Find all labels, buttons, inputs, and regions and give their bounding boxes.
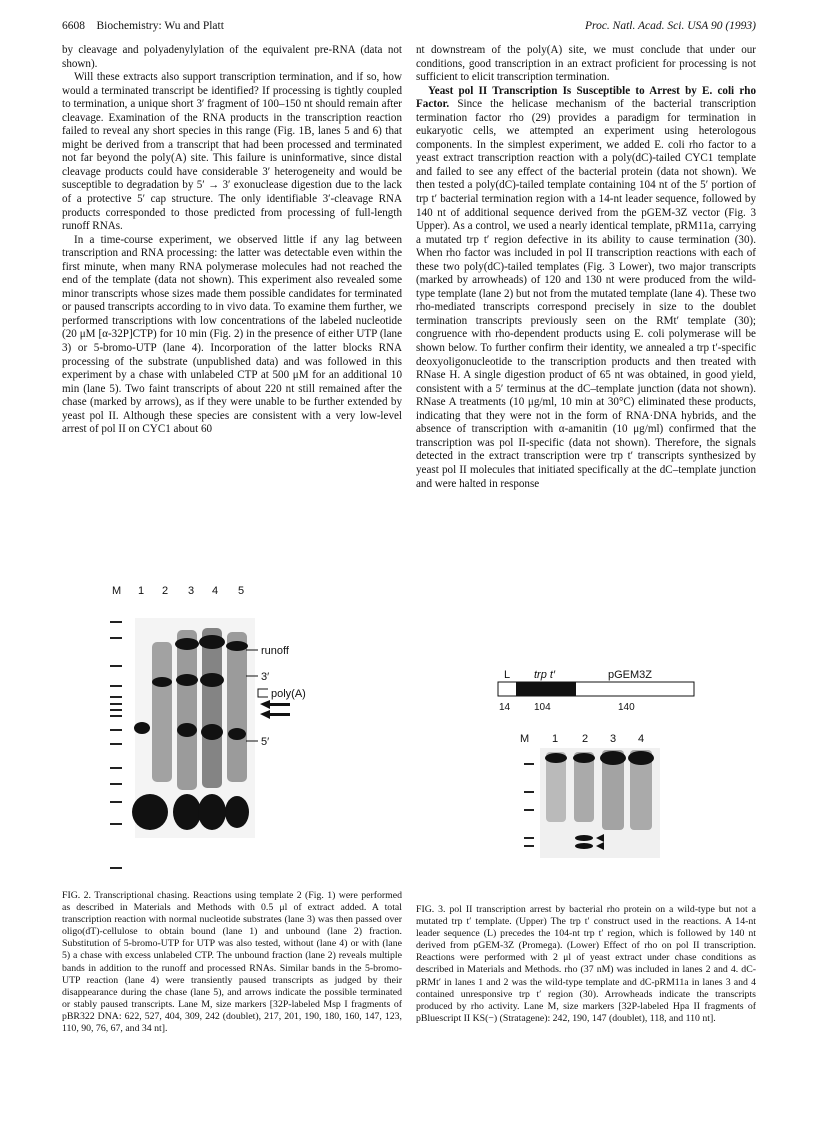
construct-length: 140: [618, 702, 635, 713]
paragraph: by cleavage and polyadenylylation of the equivalent pre-RNA (data not shown).: [62, 44, 402, 70]
lane-label: 4: [638, 733, 645, 745]
construct-length: 14: [499, 702, 511, 713]
lane-label: 1: [552, 733, 559, 745]
vector-label: pGEM3Z: [608, 669, 653, 681]
left-column: [62, 44, 402, 437]
lane-label: 2: [162, 585, 169, 597]
lane-label: 2: [582, 733, 589, 745]
lane-label: 4: [212, 585, 219, 597]
right-column: [416, 44, 756, 491]
lane-label: 3: [610, 733, 617, 745]
leader-label: L: [504, 669, 511, 681]
five-prime-label: 5′: [261, 736, 270, 748]
arrow-icon: [260, 700, 290, 719]
polyA-label: poly(A): [271, 688, 306, 700]
figure-3: [490, 664, 700, 869]
figure-3-caption: FIG. 3. pol II transcription arrest by bacterial rho protein on a wild-type but not a mutated trp t′ template. (Upper) The trp t′ construct used in the reactions. A 14-nt leader sequence (L) precedes the 104-nt trp t′ region, which is followed by 140 nt derived from pGEM-3Z (Promega). (Lower) Effect of rho on pol II transcription. Reactions were performed with 2 μl of yeast extract under chase conditions as described in Materials and Methods. rho (37 nM) was included in lanes 2 and 4. dC-pRMt′ in lanes 1 and 2 was the wild-type template and dC-pRM11a in lanes 3 and 4 contained unresponsive trp t′ region (30). Arrowheads indicate the transcripts produced by rho activity. Lane M, size markers [32P-labeled Hpa II fragments of pBluescript II KS(−) (Stratagene): 242, 190, 147 (doublet), 118, and 110 nt].: [416, 904, 756, 1024]
header-citation: Proc. Natl. Acad. Sci. USA 90 (1993): [585, 20, 756, 32]
paragraph: In a time-course experiment, we observed little if any lag between transcription and RNA processing: the latter was detectable even within the first minute, when many RNA polymerase molecules had not reached the end of the template (data not shown). This experiment also revealed some minor transcripts whose sizes made them possible candidates for terminated or paused transcripts according to in vivo data. To examine them further, we performed transcriptions with low concentrations of the labeled nucleotide (20 μM [α-32P]CTP) for 10 min (Fig. 2) in the presence of either UTP (lane 3) or 5-bromo-UTP (lane 4). Incorporation of the latter blocks RNA processing of the substrate (unpublished data) and was followed in this experiment by a chase with unlabeled CTP at 500 μM for an additional 10 min (lane 5). Two faint transcripts of about 220 nt still remained after the chase (marked by arrows), as if they were unable to be further extended by yeast pol II. Although these species are consistent with a very low-level arrest of pol II on CYC1 about 60: [62, 233, 402, 436]
three-prime-label: 3′: [261, 671, 270, 683]
trp-label: trp t′: [534, 669, 556, 681]
paragraph: nt downstream of the poly(A) site, we must conclude that under our conditions, good transcription in an extract proficient for processing is not sufficient to elicit transcription termination.: [416, 44, 756, 84]
paragraph: Will these extracts also support transcription termination, and if so, how would a terminated transcript be identified? If processing is tightly coupled to termination, a unique short 3′ fragment of 100–150 nt should remain after cleavage. Examination of the RNA products in the transcription reaction failed to reveal any short species in this range (Fig. 1B, lanes 5 and 6) that might be derived from a transcript that had been processed and terminated not far beyond the poly(A) site. This failure is uninformative, since distal cleavage products could have considerable 3′ heterogeneity and would be susceptible to degradation by 5′ → 3′ exonuclease digestion due to the lack of a protective 5′ cap structure. The only identifiable 3′-cleavage RNA products corresponded to those predicted from processing of full-length runoff RNAs.: [62, 71, 402, 233]
marker-bands: [110, 622, 122, 868]
lane-label: 1: [138, 585, 145, 597]
construct-length: 104: [534, 702, 551, 713]
lane-label: M: [112, 585, 122, 597]
marker-bands: [524, 764, 534, 846]
lane-label: 5: [238, 585, 245, 597]
header-left: 6608 Biochemistry: Wu and Platt: [62, 20, 224, 32]
figure-2-gel: [100, 580, 340, 880]
running-header: [62, 20, 756, 36]
section-heading: Yeast pol II Transcription Is Susceptible to Arrest by E. coli rho Factor.: [416, 84, 756, 111]
figure-2-caption: FIG. 2. Transcriptional chasing. Reactions using template 2 (Fig. 1) were performed as described in Materials and Methods with 0.5 μl of extract added. A total transcription reaction with normal nucleotide substrates (lane 3) was then passed over oligo(dT)-cellulose to obtain bound (lane 1) and unbound (lane 2) fraction. Substitution of 5-bromo-UTP for UTP was also tested, without (lane 4) or with (lane 5) a chase with excess unlabeled CTP. The unbound fraction (lane 2) reveals multiple bands in addition to the runoff and processed RNAs. Similar bands in the 5-bromo-UTP reaction (lane 4) were transiently paused transcripts as judged by their disappearance during the chase (lane 5), and arrows indicate the possible terminated or stably paused transcripts. Lane M, size markers [32P-labeled Msp I fragments of pBR322 DNA: 622, 527, 404, 309, 242 (doublet), 217, 201, 190, 180, 160, 147, 123, 110, 90, 76, 67, and 34 nt].: [62, 890, 402, 1035]
polyA-bracket: [258, 689, 268, 697]
runoff-label: runoff: [261, 645, 289, 657]
lane-label: 3: [188, 585, 195, 597]
section-paragraph: Yeast pol II Transcription Is Susceptible to Arrest by E. coli rho Factor. Since the helicase mechanism of the bacterial transcription termination factor rho (29) provides a paradigm for termination in eukaryotic cells, we attempted an experiment using heterologous components. In the simplest experiment, we added E. coli rho factor to a yeast extract transcription reaction with a poly(dC)-tailed CYC1 template and failed to see any effect of the bacterial protein (data not shown). We then tested a poly(dC)-tailed template containing 104 nt of the 5′ portion of trp t′ bacterial termination region with a 14-nt leader sequence, followed by 140 nt of additional sequence derived from the pGEM-3Z vector (Fig. 3 Upper). As a control, we used a nearly identical template, pRM11a, carrying a mutated trp t′ region defective in its ability to cause termination (30). When rho factor was included in pol II transcription reactions with each of these two poly(dC)-tailed templates (Fig. 3 Lower), two major transcripts (marked by arrowheads) of 120 and 130 nt were produced from the wild-type template (lane 2) but not from the mutated template (lane 4). These two rho-mediated transcripts correspond precisely in size to the doublet termination transcripts previously seen on the RMt′ template (30); congruence with rho-dependent products using E. coli polymerase will be shown below. To further confirm their identity, we annealed a trp t′-specific deoxyoligonucleotide to the transcription products and then treated with RNase H. A single digestion product of 65 nt was obtained, in good yield, consistent with a 5′ terminus at the dC–template junction (data not shown). RNase A treatments (10 μg/ml, 10 min at 30°C) eliminated these products, indicating that they were not in the form of RNA·DNA hybrids, and the absence of transcription with α-amanitin (10 μg/ml) confirmed that the transcription was pol II-specific (data not shown). Therefore, the signals detected in the extract transcription were trp t′ transcripts synthesized by yeast pol II molecules that initiated specifically at the dC–template junction and were halted in response: [416, 84, 756, 490]
lane-label: M: [520, 733, 530, 745]
trp-region: [516, 682, 576, 696]
